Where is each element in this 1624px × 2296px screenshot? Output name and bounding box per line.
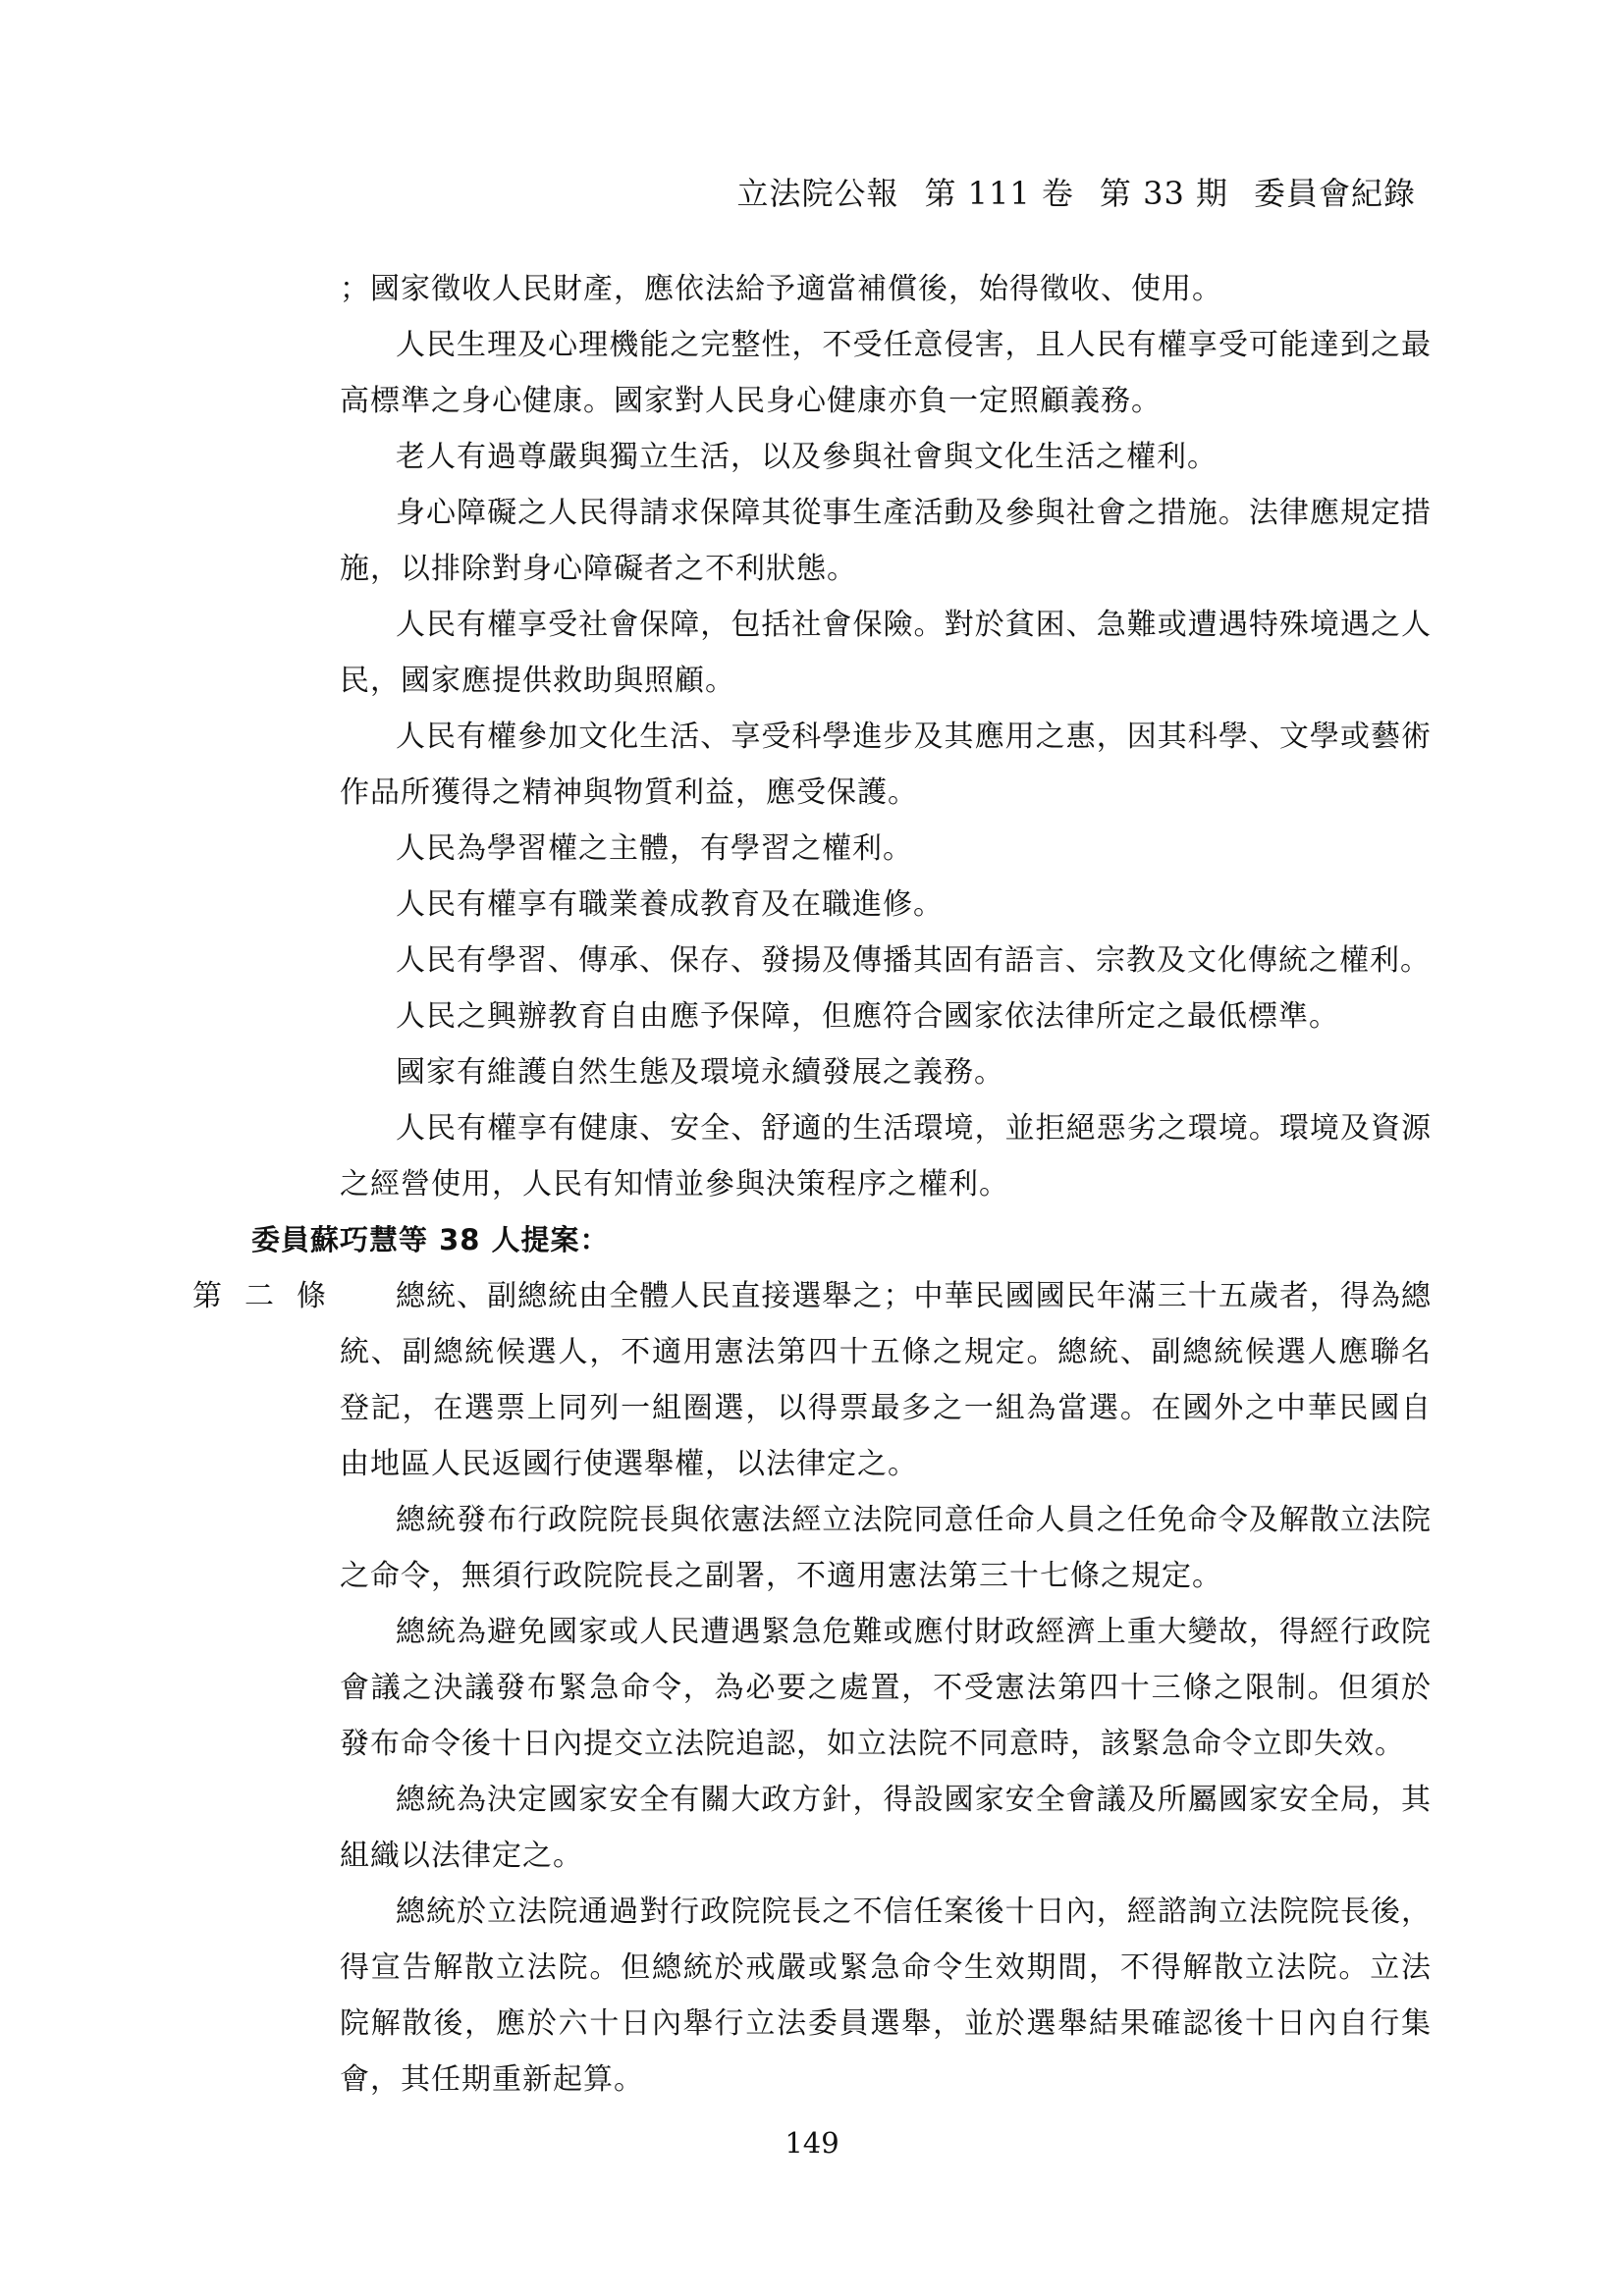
paragraph: 人民有權享有健康、安全、舒適的生活環境，並拒絕惡劣之環境。環境及資源之經營使用，人民有知情並參與決策程序之權利。 xyxy=(340,1111,1432,1201)
paragraph: 國家有維護自然生態及環境永續發展之義務。 xyxy=(396,1055,1004,1090)
paragraph: 身心障礙之人民得請求保障其從事生產活動及參與社會之措施。法律應規定措施，以排除對身心障礙者之不利狀態。 xyxy=(340,496,1432,586)
paragraph: 人民有權享有職業養成教育及在職進修。 xyxy=(396,887,944,922)
article-label-char: 第 xyxy=(192,1279,223,1313)
article-paragraph: 總統發布行政院院長與依憲法經立法院同意任命人員之任免命令及解散立法院之命令，無須行政院院長之副署，不適用憲法第三十七條之規定。 xyxy=(340,1503,1432,1593)
paragraph: 老人有過尊嚴與獨立生活，以及參與社會與文化生活之權利。 xyxy=(396,440,1218,474)
issue-number: 第 33 期 xyxy=(1099,175,1228,212)
paragraph: 人民為學習權之主體，有學習之權利。 xyxy=(396,831,913,866)
article-paragraph: 總統、副總統由全體人民直接選舉之；中華民國國民年滿三十五歲者，得為總統、副總統候選人，不適用憲法第四十五條之規定。總統、副總統候選人應聯名登記，在選票上同列一組圈選，以得票最多之一組為當選。在國外之中華民國自由地區人民返國行使選舉權，以法律定之。 xyxy=(340,1279,1432,1481)
volume-number: 第 111 卷 xyxy=(924,175,1074,212)
page-number: 149 xyxy=(785,2126,839,2160)
paragraph: 人民有權享受社會保障，包括社會保險。對於貧困、急難或遭遇特殊境遇之人民，國家應提供救助與照顧。 xyxy=(340,608,1432,698)
paragraph: 人民之興辦教育自由應予保障，但應符合國家依法律所定之最低標準。 xyxy=(396,999,1339,1034)
document-body xyxy=(192,261,1432,2108)
section-name: 委員會紀錄 xyxy=(1253,175,1416,212)
paragraph: 人民有學習、傳承、保存、發揚及傳播其固有語言、宗教及文化傳統之權利。 xyxy=(396,943,1431,978)
article-2 xyxy=(192,1268,1432,2108)
paragraph: 人民有權參加文化生活、享受科學進步及其應用之惠，因其科學、文學或藝術作品所獲得之精神與物質利益，應受保護。 xyxy=(340,720,1432,810)
article-paragraph: 總統為決定國家安全有關大政方針，得設國家安全會議及所屬國家安全局，其組織以法律定之。 xyxy=(340,1783,1432,1873)
article-label xyxy=(192,1268,340,1324)
paragraph: 人民生理及心理機能之完整性，不受任意侵害，且人民有權享受可能達到之最高標準之身心健康。國家對人民身心健康亦負一定照顧義務。 xyxy=(340,328,1432,418)
article-paragraph: 總統於立法院通過對行政院院長之不信任案後十日內，經諮詢立法院院長後，得宣告解散立法院。但總統於戒嚴或緊急命令生效期間，不得解散立法院。立法院解散後，應於六十日內舉行立法委員選舉，並於選舉結果確認後十日內自行集會，其任期重新起算。 xyxy=(340,1895,1432,2097)
page-header xyxy=(736,169,1416,214)
article-paragraph: 總統為避免國家或人民遭遇緊急危難或應付財政經濟上重大變故，得經行政院會議之決議發布緊急命令，為必要之處置，不受憲法第四十三條之限制。但須於發布命令後十日內提交立法院追認，如立法院不同意時，該緊急命令立即失效。 xyxy=(340,1615,1432,1761)
publication-name: 立法院公報 xyxy=(736,175,899,212)
article-label-char: 條 xyxy=(297,1279,327,1313)
article-label-char: 二 xyxy=(244,1279,275,1313)
proposer-heading: 委員蘇巧慧等 38 人提案： xyxy=(251,1223,610,1256)
paragraph: ；國家徵收人民財產，應依法給予適當補償後，始得徵收、使用。 xyxy=(340,272,1222,306)
